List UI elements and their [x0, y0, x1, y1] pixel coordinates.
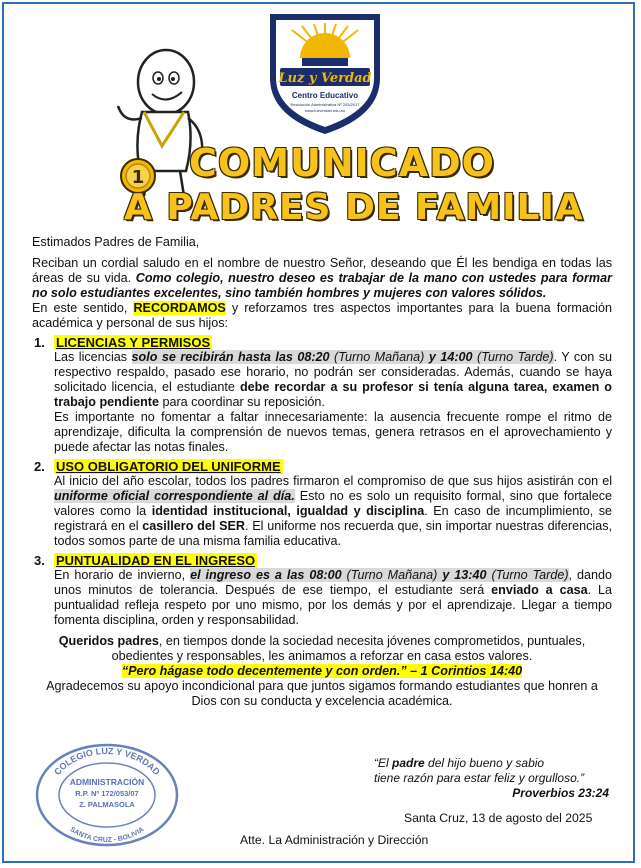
closing-paragraph [32, 634, 612, 664]
text-run: (Turno Tarde) [486, 568, 569, 582]
section-licencias [32, 335, 612, 455]
quote-line2: tiene razón para estar feliz y orgulloso.” [374, 771, 585, 785]
text-run: casillero del SER [142, 519, 245, 533]
quote-line1 [374, 756, 609, 771]
letter-body [32, 235, 612, 709]
section-puntualidad [32, 553, 612, 628]
school-stamp [32, 739, 182, 849]
intro-text: Reciban un cordial saludo en el nombre de nuestro Señor, deseando que Él les bendiga en todas las áreas de su vida. [32, 256, 612, 285]
stamp-line3: Z. PALMASOLA [79, 800, 135, 809]
section-title: USO OBLIGATORIO DEL UNIFORME [56, 459, 281, 474]
text-run: para coordinar su reposición. [158, 395, 325, 409]
school-logo [262, 8, 388, 138]
text-run: y 14:00 [428, 350, 473, 364]
quote-source: Proverbios 23:24 [512, 786, 609, 800]
text-run: Al inicio del año escolar, todos los padres firmaron el compromiso de que sus hijos asistirán con el [54, 474, 612, 488]
section-heading [34, 335, 612, 350]
section-uniforme [32, 459, 612, 549]
section-number: 1. [34, 335, 45, 350]
stamp-line1: ADMINISTRACIÓN [69, 777, 145, 787]
intro-paragraph-2 [32, 301, 612, 331]
section-number: 2. [34, 459, 45, 474]
logo-line1: Centro Educativo [291, 91, 359, 100]
logo-line3: www.luzverdad.edu.bo [304, 108, 346, 113]
text-run: (Turno Tarde) [472, 350, 554, 364]
text-run: . Y con su respectivo respaldo, pasado ese horario, no podrán ser consideradas. Además, cuando se haya solicitado licencia, el estudiante [54, 350, 613, 394]
text-run: . En caso de incumplimiento, se registrará en el [54, 504, 612, 533]
logo-brand-text: Luz y Verdad [278, 71, 372, 86]
thanks-paragraph: Agradecemos su apoyo incondicional para que juntos sigamos formando estudiantes que honren a Dios con su conducta y excelencia académica. [46, 679, 598, 708]
closing-bold: Queridos padres [58, 634, 159, 648]
text-run: uniforme oficial correspondiente al día. [54, 489, 295, 503]
intro-paragraph-1 [32, 256, 612, 301]
section-text [54, 474, 612, 549]
text-run: enviado a casa [491, 583, 588, 597]
stamp-bottom-text: SANTA CRUZ - BOLIVIA [68, 826, 146, 845]
proverbs-quote [374, 756, 609, 801]
text-run: solo se recibirán hasta las 08:20 [131, 350, 330, 364]
text-run: , dando unos minutos de tolerancia. Después de ese tiempo, el estudiante será [54, 568, 613, 597]
signature: Atte. La Administración y Dirección [240, 833, 429, 847]
stamp-line2: R.P. Nº 172/053/07 [75, 789, 139, 798]
header [4, 4, 633, 234]
letter-date: Santa Cruz, 13 de agosto del 2025 [404, 811, 593, 825]
text-run: . La puntualidad refleja respeto por uno mismo, por los demás y por el aprendizaje. Llegar a tiempo fomenta disciplina, orden y responsabilidad. [54, 583, 613, 627]
text-run: padre [392, 756, 425, 770]
title-line1: COMUNICADO [189, 141, 495, 185]
section-title: PUNTUALIDAD EN EL INGRESO [56, 553, 256, 568]
bible-verse: “Pero hágase todo decentemente y con orden.” – 1 Corintios 14:40 [121, 664, 523, 678]
greeting: Estimados Padres de Familia, [32, 235, 200, 249]
text-run: “El [374, 756, 392, 770]
text-run: En horario de invierno, [54, 568, 191, 582]
section-heading [34, 553, 612, 568]
text-run: Esto no es solo un requisito formal, sino que fortalece valores como la [54, 489, 612, 518]
section-text [54, 350, 612, 410]
section-text-2: Es importante no fomentar a faltar innecesariamente: la ausencia frecuente rompe el ritmo de aprendizaje, dificulta la comprensión de nuevos temas, genera retrasos en el aprovechamiento y puede afectar las notas finales. [54, 410, 612, 454]
text-run: (Turno Mañana) [329, 350, 429, 364]
svg-text:COLEGIO LUZ Y VERDAD [52, 746, 162, 777]
document-page [2, 2, 635, 863]
section-number: 3. [34, 553, 45, 568]
text-run: (Turno Mañana) [341, 568, 443, 582]
section-title: LICENCIAS Y PERMISOS [56, 335, 211, 350]
text-run: . El uniforme nos recuerda que, sin importar nuestras diferencias, todos somos parte de una misma familia educativa. [54, 519, 613, 548]
intro-bold-text: Como colegio, nuestro deseo es trabajar de la mano con ustedes para formar no solo estudiantes excelentes, sino también hombres y mujeres con valores sólidos. [32, 271, 612, 300]
recordamos-highlight: RECORDAMOS [133, 301, 226, 315]
text-run: Las licencias [54, 350, 132, 364]
intro-p2-text: En este sentido, [32, 301, 134, 315]
logo-line2: Resolución Administrativa Nº 253/2017 [290, 102, 360, 107]
text-run: y 13:40 [442, 568, 487, 582]
verse-line [32, 664, 612, 679]
text-run: debe recordar a su profesor si tenía alguna tarea, examen o trabajo pendiente [54, 380, 612, 409]
section-text [54, 568, 612, 628]
title-line2: A PADRES DE FAMILIA [124, 187, 584, 228]
section-heading [34, 459, 612, 474]
text-run: el ingreso es a las 08:00 [190, 568, 342, 582]
text-run: identidad institucional, igualdad y disciplina [151, 504, 425, 518]
intro-p2-rest: y reforzamos tres aspectos importantes para la buena formación académica y personal de sus hijos: [32, 301, 612, 330]
stamp-top-text: COLEGIO LUZ Y VERDAD [52, 745, 162, 777]
closing-text: , en tiempos donde la sociedad necesita jóvenes comprometidos, puntuales, obedientes y responsables, les animamos a reforzar en casa estos valores. [111, 634, 586, 663]
medal-number: 1 [131, 167, 145, 188]
text-run: del hijo bueno y sabio [424, 756, 545, 770]
